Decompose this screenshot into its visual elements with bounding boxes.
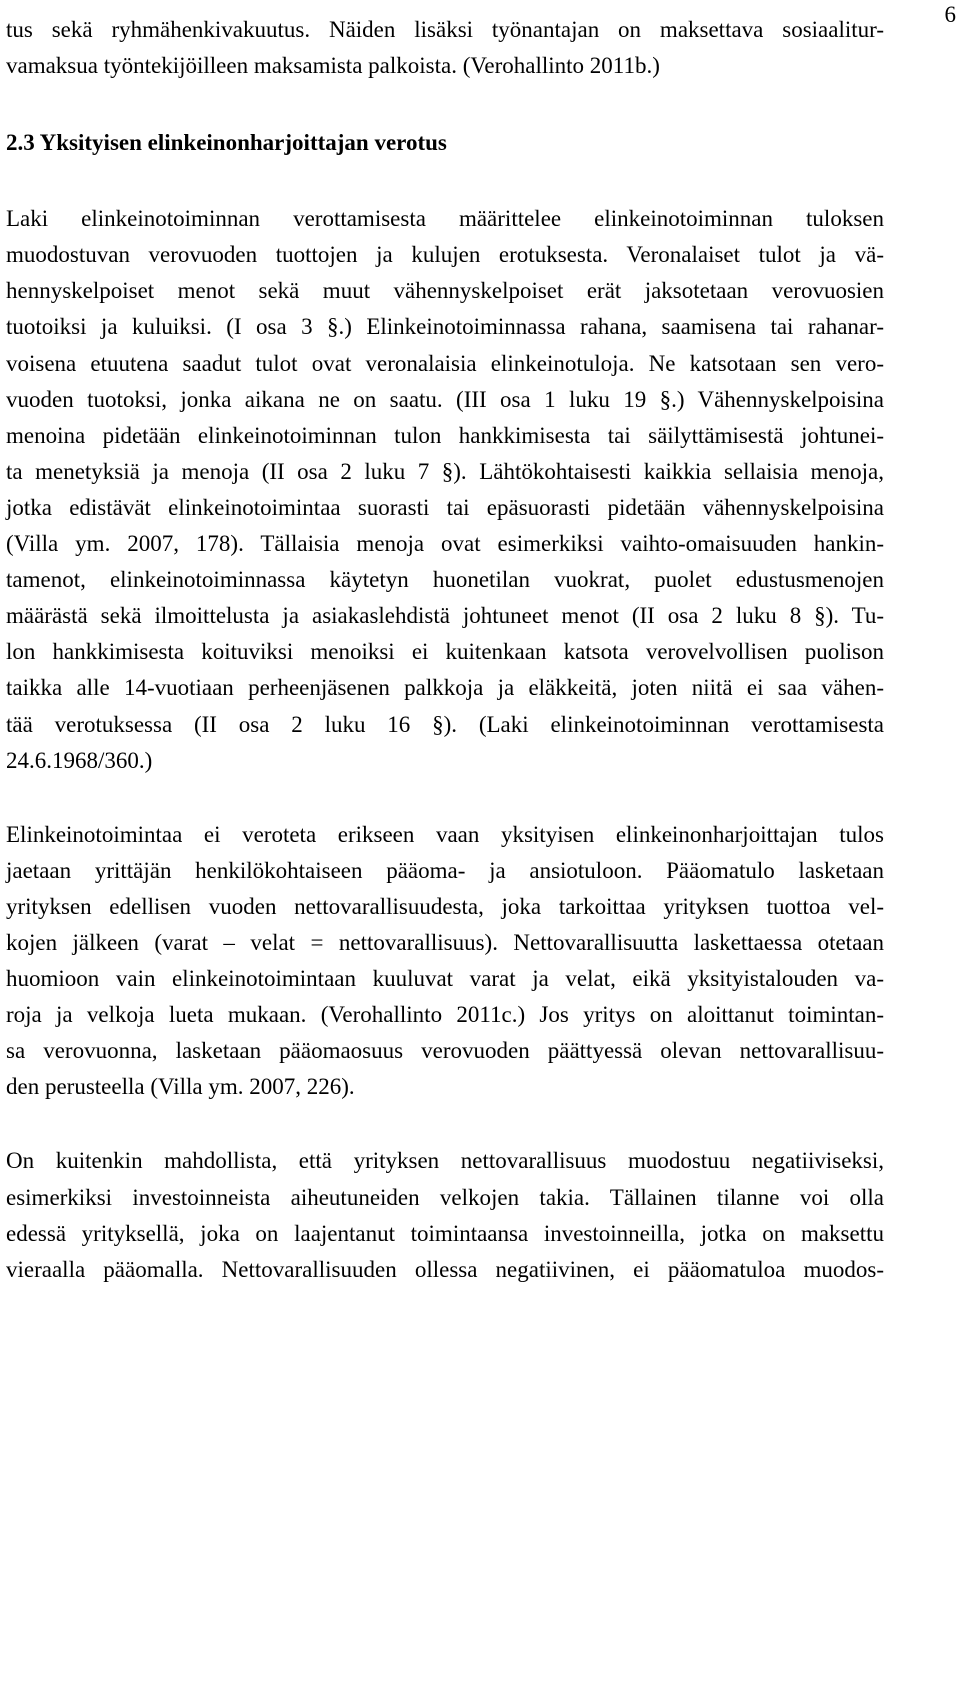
text-line: vamaksua työntekijöilleen maksamista palkoista. (Verohallinto 2011b.): [6, 53, 660, 79]
document-body: [6, 12, 884, 1288]
text-line: hennyskelpoiset menot sekä muut vähennyskelpoiset erät jaksotetaan verovuosien: [6, 278, 884, 304]
text-line: ta menetyksiä ja menoja (II osa 2 luku 7 §). Lähtökohtaisesti kaikkia sellaisia menoja,: [6, 458, 884, 484]
text-line: vuoden tuotoksi, jonka aikana ne on saatu. (III osa 1 luku 19 §.) Vähennyskelpoisina: [6, 386, 884, 412]
text-line: 24.6.1968/360.): [6, 747, 153, 773]
text-line: menoina pidetään elinkeinotoiminnan tulon hankkimisesta tai säilyttämisestä johtunei-: [6, 422, 884, 448]
text-line: kojen jälkeen (varat – velat = nettovarallisuus). Nettovarallisuutta laskettaessa otetaan: [6, 929, 884, 955]
text-line: määrästä sekä ilmoittelusta ja asiakaslehdistä johtuneet menot (II osa 2 luku 8 §). Tu-: [6, 603, 884, 629]
text-line: vieraalla pääomalla. Nettovarallisuuden ollessa negatiivinen, ei pääomatuloa muodos-: [6, 1256, 884, 1282]
text-line: voisena etuutena saadut tulot ovat veronalaisia elinkeinotuloja. Ne katsotaan sen vero-: [6, 350, 884, 376]
text-line: tus sekä ryhmähenkivakuutus. Näiden lisäksi työnantajan on maksettava sosiaalitur-: [6, 17, 884, 42]
text-line: taikka alle 14-vuotiaan perheenjäsenen palkkoja ja eläkkeitä, joten niitä ei saa vähen-: [6, 675, 884, 701]
text-line: Elinkeinotoimintaa ei veroteta erikseen vaan yksityisen elinkeinonharjoittajan tulos: [6, 821, 884, 847]
text-line: tää verotuksessa (II osa 2 luku 16 §). (Laki elinkeinotoiminnan verottamisesta: [6, 711, 884, 737]
text-line: den perusteella (Villa ym. 2007, 226).: [6, 1074, 355, 1100]
text-line: Laki elinkeinotoiminnan verottamisesta määrittelee elinkeinotoiminnan tuloksen: [6, 206, 884, 232]
paragraph-taxation-law: [6, 201, 884, 779]
section-heading: 2.3 Yksityisen elinkeinonharjoittajan verotus: [6, 130, 447, 156]
page-number: 6: [944, 2, 956, 27]
text-line: huomioon vain elinkeinotoimintaan kuuluvat varat ja velat, eikä yksityistalouden va-: [6, 966, 884, 992]
text-line: esimerkiksi investoinneista aiheutuneiden velkojen takia. Tällainen tilanne voi olla: [6, 1184, 884, 1210]
intro-paragraph: [6, 12, 884, 84]
text-line: sa verovuonna, lasketaan pääomaosuus verovuoden päättyessä olevan nettovarallisuu-: [6, 1038, 884, 1064]
text-line: roja ja velkoja lueta mukaan. (Verohallinto 2011c.) Jos yritys on aloittanut toimintan-: [6, 1002, 884, 1028]
text-line: muodostuvan verovuoden tuottojen ja kulujen erotuksesta. Veronalaiset tulot ja vä-: [6, 242, 884, 268]
text-line: yrityksen edellisen vuoden nettovarallisuudesta, joka tarkoittaa yrityksen tuottoa vel-: [6, 893, 884, 919]
paragraph-income-split: [6, 817, 884, 1106]
paragraph-negative-wealth: [6, 1143, 884, 1287]
text-line: tuotoiksi ja kuluiksi. (I osa 3 §.) Elinkeinotoiminnassa rahana, saamisena tai rahanar-: [6, 314, 884, 340]
text-line: edessä yrityksellä, joka on laajentanut toimintaansa investoinneilla, jotka on maksettu: [6, 1220, 884, 1246]
text-line: On kuitenkin mahdollista, että yrityksen nettovarallisuus muodostuu negatiiviseksi,: [6, 1148, 884, 1174]
text-line: (Villa ym. 2007, 178). Tällaisia menoja ovat esimerkiksi vaihto-omaisuuden hankin-: [6, 531, 884, 557]
text-line: jaetaan yrittäjän henkilökohtaiseen pääoma- ja ansiotuloon. Pääomatulo lasketaan: [6, 857, 884, 883]
text-line: tamenot, elinkeinotoiminnassa käytetyn huonetilan vuokrat, puolet edustusmenojen: [6, 567, 884, 593]
text-line: jotka edistävät elinkeinotoimintaa suorasti tai epäsuorasti pidetään vähennyskelpoisina: [6, 494, 884, 520]
text-line: lon hankkimisesta koituviksi menoiksi ei kuitenkaan katsota verovelvollisen puolison: [6, 639, 884, 665]
